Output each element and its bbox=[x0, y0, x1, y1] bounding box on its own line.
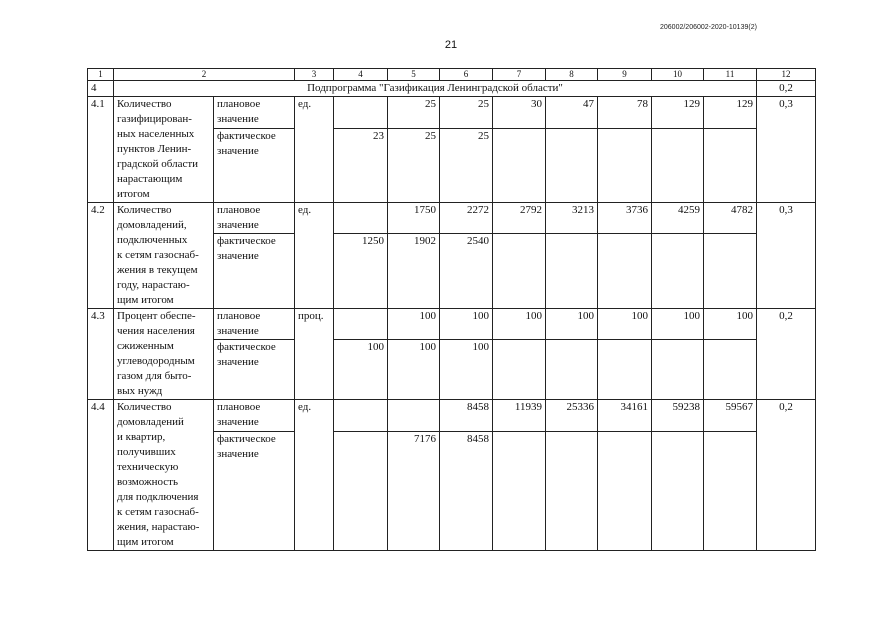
planned-value: 25 bbox=[388, 97, 440, 129]
indicator-planned-row bbox=[88, 400, 816, 432]
planned-value: 2272 bbox=[440, 203, 493, 234]
actual-value bbox=[704, 432, 757, 551]
actual-value bbox=[704, 234, 757, 309]
actual-value: 1250 bbox=[334, 234, 388, 309]
planned-value: 4259 bbox=[652, 203, 704, 234]
planned-value bbox=[334, 309, 388, 340]
actual-value bbox=[652, 128, 704, 202]
indicator-name: Количество домовладений, подключенных к сетям газоснаб- жения в текущем году, нарастаю- щим итогом bbox=[114, 203, 214, 309]
actual-value bbox=[334, 432, 388, 551]
actual-value: 8458 bbox=[440, 432, 493, 551]
indicators-table bbox=[87, 68, 816, 551]
planned-value: 100 bbox=[440, 309, 493, 340]
planned-value: 129 bbox=[704, 97, 757, 129]
column-header: 2 bbox=[114, 69, 295, 81]
planned-value: 2792 bbox=[493, 203, 546, 234]
planned-value bbox=[334, 97, 388, 129]
actual-value-label: фактическое значение bbox=[214, 432, 295, 551]
planned-value bbox=[388, 400, 440, 432]
indicator-index: 4.4 bbox=[88, 400, 114, 551]
planned-value: 3736 bbox=[598, 203, 652, 234]
indicator-planned-row bbox=[88, 97, 816, 129]
subprogram-row bbox=[88, 81, 816, 97]
column-header: 5 bbox=[388, 69, 440, 81]
actual-value: 1902 bbox=[388, 234, 440, 309]
planned-value: 11939 bbox=[493, 400, 546, 432]
indicator-index: 4.2 bbox=[88, 203, 114, 309]
column-header: 10 bbox=[652, 69, 704, 81]
actual-value: 2540 bbox=[440, 234, 493, 309]
planned-value-label: плановое значение bbox=[214, 309, 295, 340]
document-number: 206002/206002-2020-10139(2) bbox=[660, 24, 757, 31]
indicator-planned-row bbox=[88, 203, 816, 234]
planned-value: 100 bbox=[598, 309, 652, 340]
indicator-index: 4.1 bbox=[88, 97, 114, 203]
actual-value bbox=[704, 128, 757, 202]
planned-value: 47 bbox=[546, 97, 598, 129]
actual-value bbox=[598, 432, 652, 551]
column-header: 11 bbox=[704, 69, 757, 81]
actual-value-label: фактическое значение bbox=[214, 128, 295, 202]
planned-value: 100 bbox=[546, 309, 598, 340]
actual-value-label: фактическое значение bbox=[214, 234, 295, 309]
indicator-planned-row bbox=[88, 309, 816, 340]
actual-value: 7176 bbox=[388, 432, 440, 551]
planned-value: 3213 bbox=[546, 203, 598, 234]
planned-value: 30 bbox=[493, 97, 546, 129]
indicator-weight: 0,3 bbox=[757, 97, 816, 203]
subprogram-weight: 0,2 bbox=[757, 81, 816, 97]
planned-value: 25336 bbox=[546, 400, 598, 432]
actual-value bbox=[546, 234, 598, 309]
actual-value bbox=[493, 128, 546, 202]
actual-value: 23 bbox=[334, 128, 388, 202]
actual-value: 100 bbox=[440, 340, 493, 400]
planned-value: 129 bbox=[652, 97, 704, 129]
actual-value bbox=[493, 234, 546, 309]
actual-value bbox=[546, 432, 598, 551]
planned-value-label: плановое значение bbox=[214, 97, 295, 129]
planned-value: 25 bbox=[440, 97, 493, 129]
column-header-row bbox=[88, 69, 816, 81]
planned-value-label: плановое значение bbox=[214, 400, 295, 432]
indicator-weight: 0,2 bbox=[757, 309, 816, 400]
planned-value: 59567 bbox=[704, 400, 757, 432]
planned-value: 8458 bbox=[440, 400, 493, 432]
page-number: 21 bbox=[444, 39, 458, 51]
planned-value: 1750 bbox=[388, 203, 440, 234]
planned-value bbox=[334, 203, 388, 234]
indicator-name: Количество домовладений и квартир, получивших техническую возможность для подключения к сетям газоснаб- жения, нарастаю- щим итогом bbox=[114, 400, 214, 551]
actual-value: 25 bbox=[440, 128, 493, 202]
indicator-name: Процент обеспе- чения населения сжиженным углеводородным газом для быто- вых нужд bbox=[114, 309, 214, 400]
planned-value: 4782 bbox=[704, 203, 757, 234]
indicator-unit: ед. bbox=[295, 97, 334, 203]
actual-value bbox=[652, 432, 704, 551]
column-header: 6 bbox=[440, 69, 493, 81]
actual-value bbox=[704, 340, 757, 400]
planned-value bbox=[334, 400, 388, 432]
actual-value bbox=[546, 340, 598, 400]
column-header: 12 bbox=[757, 69, 816, 81]
indicator-weight: 0,2 bbox=[757, 400, 816, 551]
actual-value bbox=[598, 234, 652, 309]
actual-value bbox=[546, 128, 598, 202]
actual-value bbox=[652, 234, 704, 309]
subprogram-title: Подпрограмма "Газификация Ленинградской области" bbox=[114, 81, 757, 97]
planned-value: 100 bbox=[652, 309, 704, 340]
actual-value bbox=[598, 128, 652, 202]
column-header: 3 bbox=[295, 69, 334, 81]
column-header: 7 bbox=[493, 69, 546, 81]
subprogram-index: 4 bbox=[88, 81, 114, 97]
column-header: 8 bbox=[546, 69, 598, 81]
planned-value: 78 bbox=[598, 97, 652, 129]
column-header: 4 bbox=[334, 69, 388, 81]
planned-value: 34161 bbox=[598, 400, 652, 432]
indicator-unit: проц. bbox=[295, 309, 334, 400]
column-header: 1 bbox=[88, 69, 114, 81]
column-header: 9 bbox=[598, 69, 652, 81]
indicator-unit: ед. bbox=[295, 203, 334, 309]
actual-value: 25 bbox=[388, 128, 440, 202]
actual-value: 100 bbox=[388, 340, 440, 400]
planned-value: 100 bbox=[388, 309, 440, 340]
planned-value: 59238 bbox=[652, 400, 704, 432]
actual-value bbox=[493, 340, 546, 400]
actual-value bbox=[493, 432, 546, 551]
actual-value bbox=[598, 340, 652, 400]
actual-value bbox=[652, 340, 704, 400]
actual-value: 100 bbox=[334, 340, 388, 400]
indicator-weight: 0,3 bbox=[757, 203, 816, 309]
indicator-index: 4.3 bbox=[88, 309, 114, 400]
indicator-unit: ед. bbox=[295, 400, 334, 551]
indicator-name: Количество газифицирован- ных населенных пунктов Ленин- градской области нарастающим итогом bbox=[114, 97, 214, 203]
planned-value: 100 bbox=[493, 309, 546, 340]
actual-value-label: фактическое значение bbox=[214, 340, 295, 400]
planned-value-label: плановое значение bbox=[214, 203, 295, 234]
planned-value: 100 bbox=[704, 309, 757, 340]
